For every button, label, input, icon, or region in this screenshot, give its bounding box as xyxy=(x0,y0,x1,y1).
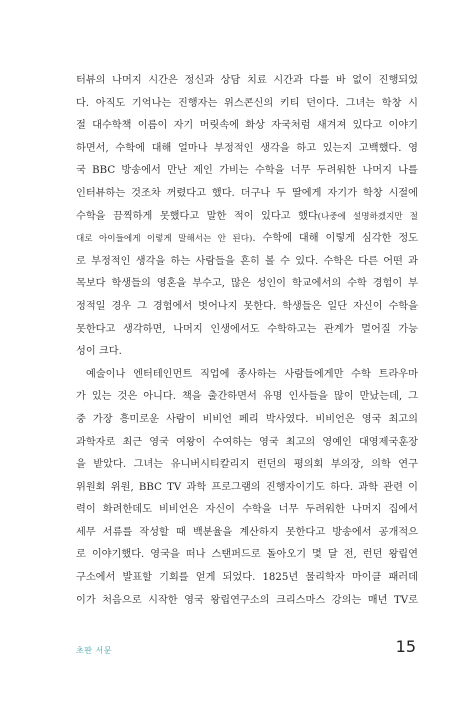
text-line: 로 이야기했다. 영국을 떠나 스탠퍼드로 돌아오기 몇 달 전, 런던 왕립연 xyxy=(76,549,418,561)
text-line: 예술이나 엔터테인먼트 직업에 종사하는 사람들에게만 수학 트라우마 xyxy=(86,368,418,380)
text-segment: 수학을 끔찍하게 못했다고 말한 적이 있다고 했다 xyxy=(76,210,318,222)
text-line: 못한다고 생각하면, 나머지 인생에서도 수학하고는 관계가 멀어질 가능 xyxy=(76,323,418,335)
text-line: 가 있는 것은 아니다. 책을 출간하면서 유명 인사들을 많이 만났는데, 그 xyxy=(76,391,418,403)
page-body xyxy=(76,70,418,612)
text-line: 구소에서 발표할 기회를 얻게 되었다. 1825년 물리학자 마이클 패러데 xyxy=(76,572,418,584)
text-line: 력이 화려한데도 비비언은 자신이 수학을 너무 두려워한 나머지 집에서 xyxy=(76,504,418,516)
text-line: 중 가장 흥미로운 사람이 비비언 페리 박사였다. 비비언은 영국 최고의 xyxy=(76,413,418,425)
section-label: 초판 서문 xyxy=(76,646,112,655)
text-line: 국 BBC 방송에서 만난 제인 가비는 수학을 너무 두려워한 나머지 나를 xyxy=(76,165,418,177)
text-segment: . 수학에 대해 이렇게 심각한 정도 xyxy=(252,233,418,245)
parenthetical-note: (나중에 설명하겠지만 절 xyxy=(317,211,418,222)
text-line: 정적일 경우 그 경험에서 벗어나지 못한다. 학생들은 일단 자신이 수학을 xyxy=(76,300,418,312)
text-line: 이가 처음으로 시작한 영국 왕립연구소의 크리스마스 강의는 매년 TV로 xyxy=(76,594,418,606)
text-line: 로 부정적인 생각을 하는 사람들을 흔히 볼 수 있다. 수학은 다른 어떤 과 xyxy=(76,255,418,267)
parenthetical-note: 대로 아이들에게 이렇게 말해서는 안 된다) xyxy=(76,234,253,245)
text-line: 절 대수학책 이름이 자기 머릿속에 화상 자국처럼 새겨져 있다고 이야기 xyxy=(76,120,418,132)
text-line: 세무 서류를 작성할 때 백분율을 계산하지 못한다고 방송에서 공개적으 xyxy=(76,526,418,538)
text-line: 위원회 위원, BBC TV 과학 프로그램의 진행자이기도 하다. 과학 관련 이 xyxy=(76,481,418,493)
text-line: 과학자로 최근 영국 여왕이 수여하는 영국 최고의 영예인 대영제국훈장 xyxy=(76,436,418,448)
text-line xyxy=(76,228,418,251)
text-line: 을 받았다. 그녀는 유니버시티칼리지 런던의 평의회 부의장, 의학 연구 xyxy=(76,459,418,471)
text-line: 인터뷰하는 것조차 꺼렸다고 했다. 더구나 두 딸에게 자기가 학창 시절에 xyxy=(76,187,418,199)
text-line: 성이 크다. xyxy=(76,346,122,358)
page-number: 15 xyxy=(395,637,416,656)
text-line: 목보다 학생들의 영혼을 부수고, 많은 성인이 학교에서의 수학 경험이 부 xyxy=(76,278,418,290)
text-line: 터뷰의 나머지 시간은 정신과 상담 치료 시간과 다를 바 없이 진행되었 xyxy=(76,75,418,86)
text-line: 하면서, 수학에 대해 얼마나 부정적인 생각을 하고 있는지 고백했다. 영 xyxy=(76,142,418,154)
text-line: 다. 아직도 기억나는 진행자는 위스콘신의 키티 던이다. 그녀는 학창 시 xyxy=(76,97,418,109)
text-line xyxy=(76,206,418,229)
